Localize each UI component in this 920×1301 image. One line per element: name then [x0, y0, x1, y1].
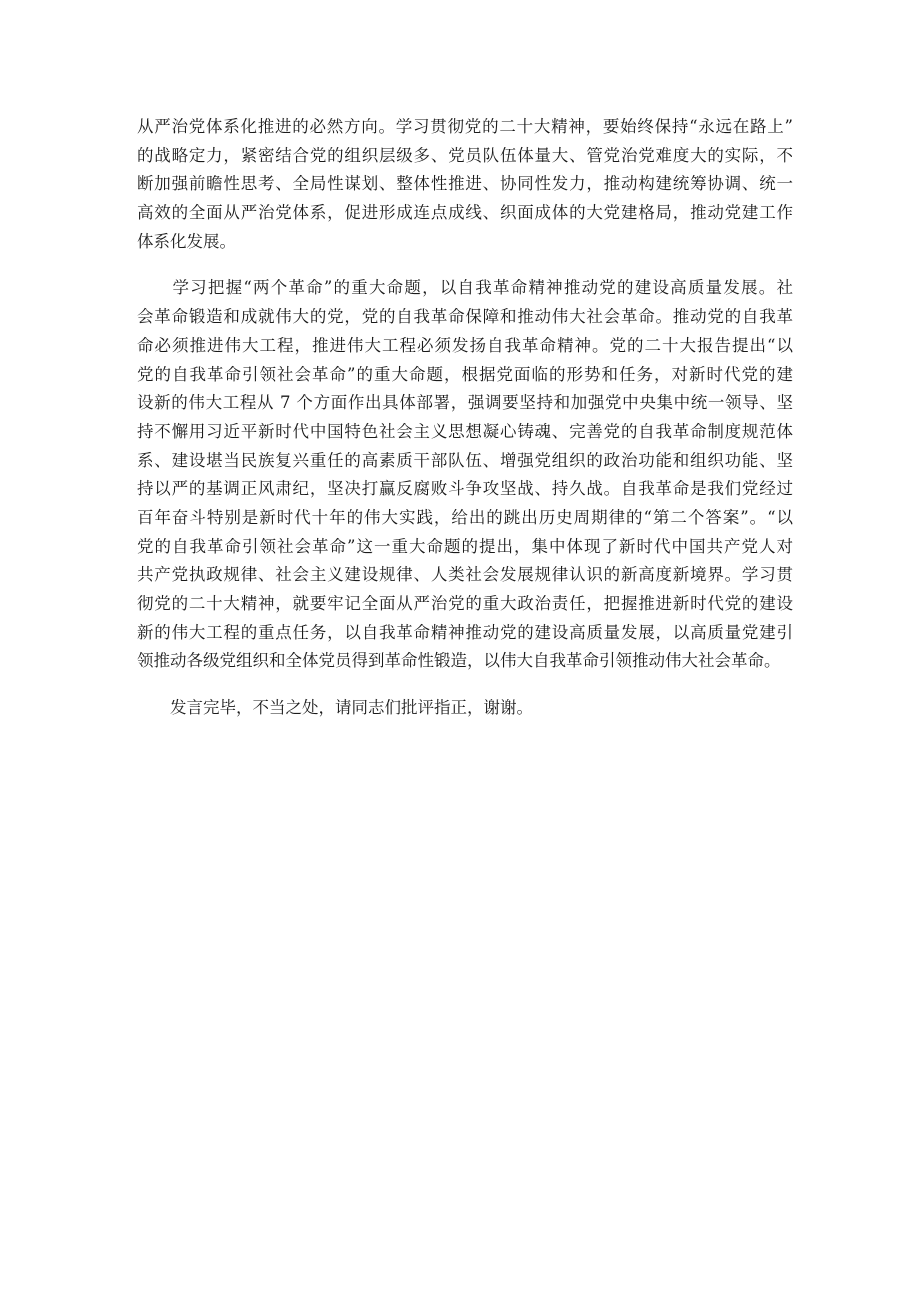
text-line: 百年奋斗特别是新时代十年的伟大实践，给出的跳出历史周期律的“第二个答案”。“以	[137, 507, 793, 527]
text-line: 彻党的二十大精神，就要牢记全面从严治党的重大政治责任，把握推进新时代党的建设	[137, 594, 793, 613]
text-line: 断加强前瞻性思考、全局性谋划、整体性推进、协同性发力，推动构建统筹协调、统一	[137, 174, 793, 194]
paragraph-3	[137, 694, 793, 723]
paragraph-2	[137, 274, 793, 676]
text-line: 体系化发展。	[137, 231, 236, 251]
text-line: 设新的伟大工程从 7 个方面作出具体部署，强调要坚持和加强党中央集中统一领导、坚	[137, 393, 793, 413]
text-line: 共产党执政规律、社会主义建设规律、人类社会发展规律认识的新高度新境界。学习贯	[137, 565, 793, 585]
text-line: 从严治党体系化推进的必然方向。学习贯彻党的二十大精神，要始终保持“永远在路上”	[137, 117, 793, 136]
text-line: 党的自我革命引领社会革命”这一重大命题的提出，集中体现了新时代中国共产党人对	[137, 536, 793, 556]
text-line: 持不懈用习近平新时代中国特色社会主义思想凝心铸魂、完善党的自我革命制度规范体	[137, 421, 793, 441]
text-line: 党的自我革命引领社会革命”的重大命题，根据党面临的形势和任务，对新时代党的建	[137, 364, 793, 384]
text-line: 领推动各级党组织和全体党员得到革命性锻造，以伟大自我革命引领推动伟大社会革命。	[137, 651, 781, 671]
document-body	[137, 113, 793, 741]
text-line: 发言完毕，不当之处，请同志们批评指正，谢谢。	[137, 698, 533, 718]
text-line: 高效的全面从严治党体系，促进形成连点成线、织面成体的大党建格局，推动党建工作	[137, 203, 793, 223]
text-line: 持以严的基调正风肃纪，坚决打赢反腐败斗争攻坚战、持久战。自我革命是我们党经过	[137, 479, 793, 499]
paragraph-1	[137, 113, 793, 256]
text-line: 会革命锻造和成就伟大的党，党的自我革命保障和推动伟大社会革命。推动党的自我革	[137, 307, 793, 327]
text-line: 命必须推进伟大工程，推进伟大工程必须发扬自我革命精神。党的二十大报告提出“以	[137, 335, 793, 355]
text-line: 新的伟大工程的重点任务，以自我革命精神推动党的建设高质量发展，以高质量党建引	[137, 622, 793, 642]
text-line: 系、建设堪当民族复兴重任的高素质干部队伍、增强党组织的政治功能和组织功能、坚	[137, 450, 793, 470]
text-line: 的战略定力，紧密结合党的组织层级多、党员队伍体量大、管党治党难度大的实际，不	[137, 145, 793, 165]
text-line: 学习把握“两个革命”的重大命题，以自我革命精神推动党的建设高质量发展。社	[137, 278, 793, 298]
